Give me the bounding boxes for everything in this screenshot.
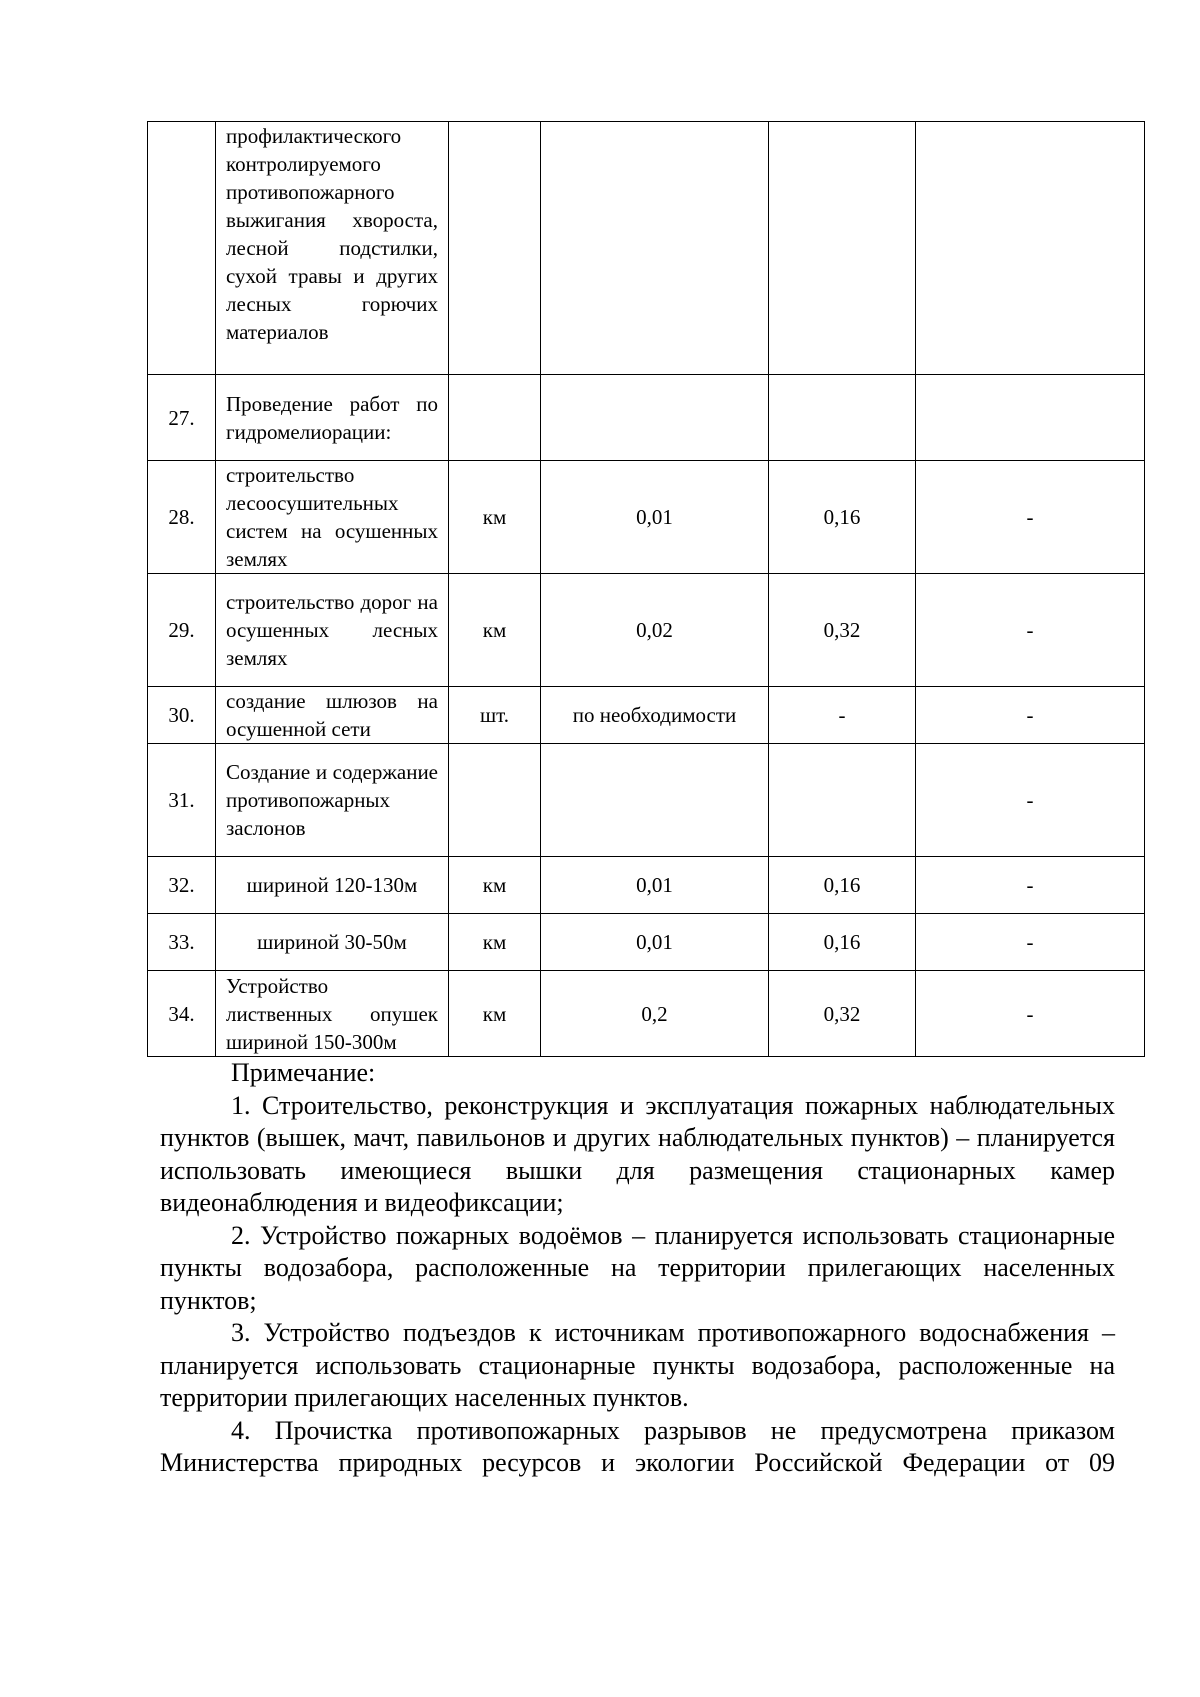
row-value-1: 0,2 [541, 971, 769, 1057]
row-number: 29. [148, 574, 216, 687]
notes-heading: Примечание: [231, 1058, 376, 1087]
table-row [148, 574, 1145, 687]
note-item-4: 4. Прочистка противопожарных разрывов не предусмотрена приказом Министерства природных ресурсов и экологии Российской Федерации от 09 [160, 1415, 1115, 1477]
row-unit: км [449, 857, 541, 914]
table-row [148, 122, 1145, 375]
row-value-2 [769, 744, 916, 857]
row-value-3: - [916, 744, 1145, 857]
row-value-1 [541, 375, 769, 461]
row-value-1 [541, 744, 769, 857]
row-value-2: 0,16 [769, 914, 916, 971]
row-value-3 [916, 375, 1145, 461]
row-unit: км [449, 461, 541, 574]
row-number: 33. [148, 914, 216, 971]
row-number: 32. [148, 857, 216, 914]
row-number: 27. [148, 375, 216, 461]
row-value-1: 0,01 [541, 914, 769, 971]
row-number [148, 122, 216, 375]
row-number: 34. [148, 971, 216, 1057]
row-name: строительство дорог на осушенных лесных землях [216, 574, 449, 687]
row-unit: шт. [449, 687, 541, 744]
row-value-2: - [769, 687, 916, 744]
row-value-1: 0,01 [541, 857, 769, 914]
row-value-1: по необходимости [541, 687, 769, 744]
row-value-3: - [916, 914, 1145, 971]
note-item-3: 3. Устройство подъездов к источникам противопожарного водоснабжения – планируется использовать стационарные пункты водозабора, расположенные на территории прилегающих населенных пунктов. [160, 1318, 1115, 1412]
measures-table [147, 121, 1145, 1057]
row-value-1 [541, 122, 769, 375]
row-value-2: 0,16 [769, 857, 916, 914]
row-value-2: 0,32 [769, 574, 916, 687]
row-name: профилактического контролируемого противопожарного выжигания хвороста, лесной подстилки, сухой травы и других лесных горючих материалов [216, 122, 449, 375]
row-number: 30. [148, 687, 216, 744]
row-value-2: 0,32 [769, 971, 916, 1057]
note-item-1: 1. Строительство, реконструкция и эксплуатация пожарных наблюдательных пунктов (вышек, мачт, павильонов и других наблюдательных пунктов) – планируется использовать имеющиеся вышки для размещения стационарных камер видеонаблюдения и видеофиксации; [160, 1090, 1115, 1217]
row-value-3: - [916, 971, 1145, 1057]
table-row [148, 971, 1145, 1057]
row-unit [449, 744, 541, 857]
row-value-3: - [916, 687, 1145, 744]
row-name: шириной 30-50м [216, 914, 449, 971]
table-row [148, 375, 1145, 461]
row-value-1: 0,02 [541, 574, 769, 687]
row-unit: км [449, 914, 541, 971]
row-number: 28. [148, 461, 216, 574]
row-value-2 [769, 375, 916, 461]
row-name: Устройство лиственных опушек шириной 150-300м [216, 971, 449, 1057]
notes-section [160, 1057, 1115, 1480]
row-name: строительство лесоосушительных систем на осушенных землях [216, 461, 449, 574]
row-name: Создание и содержание противопожарных заслонов [216, 744, 449, 857]
row-unit: км [449, 971, 541, 1057]
row-value-3: - [916, 574, 1145, 687]
row-value-2 [769, 122, 916, 375]
table-row [148, 914, 1145, 971]
row-value-3: - [916, 857, 1145, 914]
row-unit: км [449, 574, 541, 687]
row-name: Проведение работ по гидромелиорации: [216, 375, 449, 461]
table-row [148, 461, 1145, 574]
table-row [148, 857, 1145, 914]
table-row [148, 687, 1145, 744]
row-value-2: 0,16 [769, 461, 916, 574]
note-item-2: 2. Устройство пожарных водоёмов – планируется использовать стационарные пункты водозабора, расположенные на территории прилегающих населенных пунктов; [160, 1220, 1115, 1315]
row-value-1: 0,01 [541, 461, 769, 574]
row-unit [449, 375, 541, 461]
row-name: шириной 120-130м [216, 857, 449, 914]
row-number: 31. [148, 744, 216, 857]
row-unit [449, 122, 541, 375]
table-row [148, 744, 1145, 857]
row-value-3: - [916, 461, 1145, 574]
row-name: создание шлюзов на осушенной сети [216, 687, 449, 744]
row-value-3 [916, 122, 1145, 375]
